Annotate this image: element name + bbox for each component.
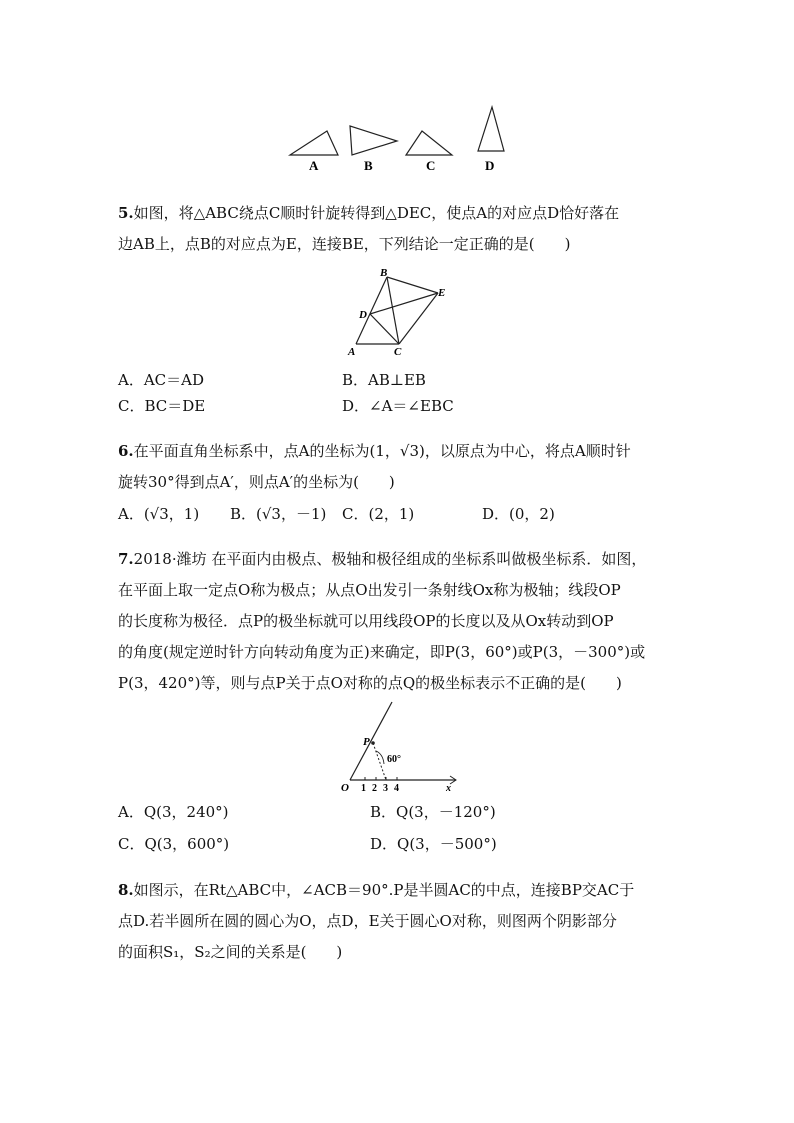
q6-option-b: B．(√3，－1) (230, 505, 327, 523)
q8-line3: 的面积S₁，S₂之间的关系是( ) (118, 943, 343, 961)
q7-line5: P(3，420°)等，则与点P关于点O对称的点Q的极坐标表示不正确的是( ) (118, 674, 622, 692)
fig5-label-e: E (438, 287, 446, 299)
fig7-tick-2: 2 (372, 783, 377, 794)
q7-option-b: B．Q(3，－120°) (370, 803, 496, 821)
triangle-b (350, 126, 397, 155)
q5-option-b: B．AB⊥EB (342, 371, 426, 389)
triangle-d (478, 107, 504, 151)
q7-option-a: A．Q(3，240°) (118, 803, 229, 821)
label-a: A (309, 158, 319, 173)
fig7-label-x: x (446, 783, 451, 794)
q5-line1 (118, 203, 619, 223)
fig7-label-p: P (363, 736, 370, 748)
q8-line1 (118, 880, 634, 900)
fig7-label-angle: 60° (387, 754, 401, 765)
polar-figure (330, 698, 465, 794)
q7-line2: 在平面上取一定点O称为极点；从点O出发引一条射线Ox称为极轴；线段OP (118, 581, 621, 599)
q7-line3: 的长度称为极径．点P的极坐标就可以用线段OP的长度以及从Ox转动到OP (118, 612, 614, 630)
fig5-label-a: A (348, 346, 356, 358)
q6-option-c: C．(2，1) (342, 505, 415, 523)
q5-option-a: A．AC＝AD (118, 371, 205, 389)
triangle-c (406, 131, 452, 155)
q5-option-c: C．BC＝DE (118, 397, 206, 415)
fig5-label-c: C (394, 346, 402, 358)
q5-line2: 边AB上，点B的对应点为E，连接BE，下列结论一定正确的是( ) (118, 235, 571, 253)
q7-text-1: 2018·潍坊 在平面内由极点、极轴和极径组成的坐标系叫做极坐标系．如图， (133, 550, 647, 568)
fig7-tick-1: 1 (361, 783, 366, 794)
fig5-label-d: D (359, 309, 367, 321)
q7-option-d: D．Q(3，－500°) (370, 835, 497, 853)
triangle-a (290, 131, 338, 155)
fig7-tick-3: 3 (383, 783, 388, 794)
q5-text-1: 如图，将△ABC绕点C顺时针旋转得到△DEC，使点A的对应点D恰好落在 (133, 204, 620, 222)
label-d: D (485, 158, 495, 173)
q7-option-c: C．Q(3，600°) (118, 835, 230, 853)
q5-number: 5. (118, 204, 134, 222)
q8-line2: 点D.若半圆所在圆的圆心为O，点D，E关于圆心O对称，则图两个阴影部分 (118, 912, 617, 930)
label-b: B (364, 158, 373, 173)
q8-number: 8. (118, 881, 134, 899)
q6-text-1: 在平面直角坐标系中，点A的坐标为(1，√3)，以原点为中心，将点A顺时针 (133, 442, 631, 460)
q5-option-d: D．∠A＝∠EBC (342, 397, 454, 415)
q6-number: 6. (118, 442, 134, 460)
q6-option-d: D．(0，2) (482, 505, 555, 523)
label-c: C (426, 158, 436, 173)
fig5-label-b: B (380, 267, 388, 279)
rotation-figure (340, 266, 460, 358)
triangles-figure (280, 100, 520, 178)
q6-line1 (118, 441, 631, 461)
q6-option-a: A．(√3，1) (118, 505, 200, 523)
fig7-tick-4: 4 (394, 783, 399, 794)
q7-line1 (118, 549, 646, 569)
q7-line4: 的角度(规定逆时针方向转动角度为正)来确定，即P(3，60°)或P(3，－300°)或 (118, 643, 646, 661)
q8-text-1: 如图示，在Rt△ABC中，∠ACB＝90°.P是半圆AC的中点，连接BP交AC于 (133, 881, 635, 899)
q6-line2: 旋转30°得到点A′，则点A′的坐标为( ) (118, 473, 395, 491)
q7-number: 7. (118, 550, 134, 568)
fig7-label-o: O (341, 782, 349, 794)
